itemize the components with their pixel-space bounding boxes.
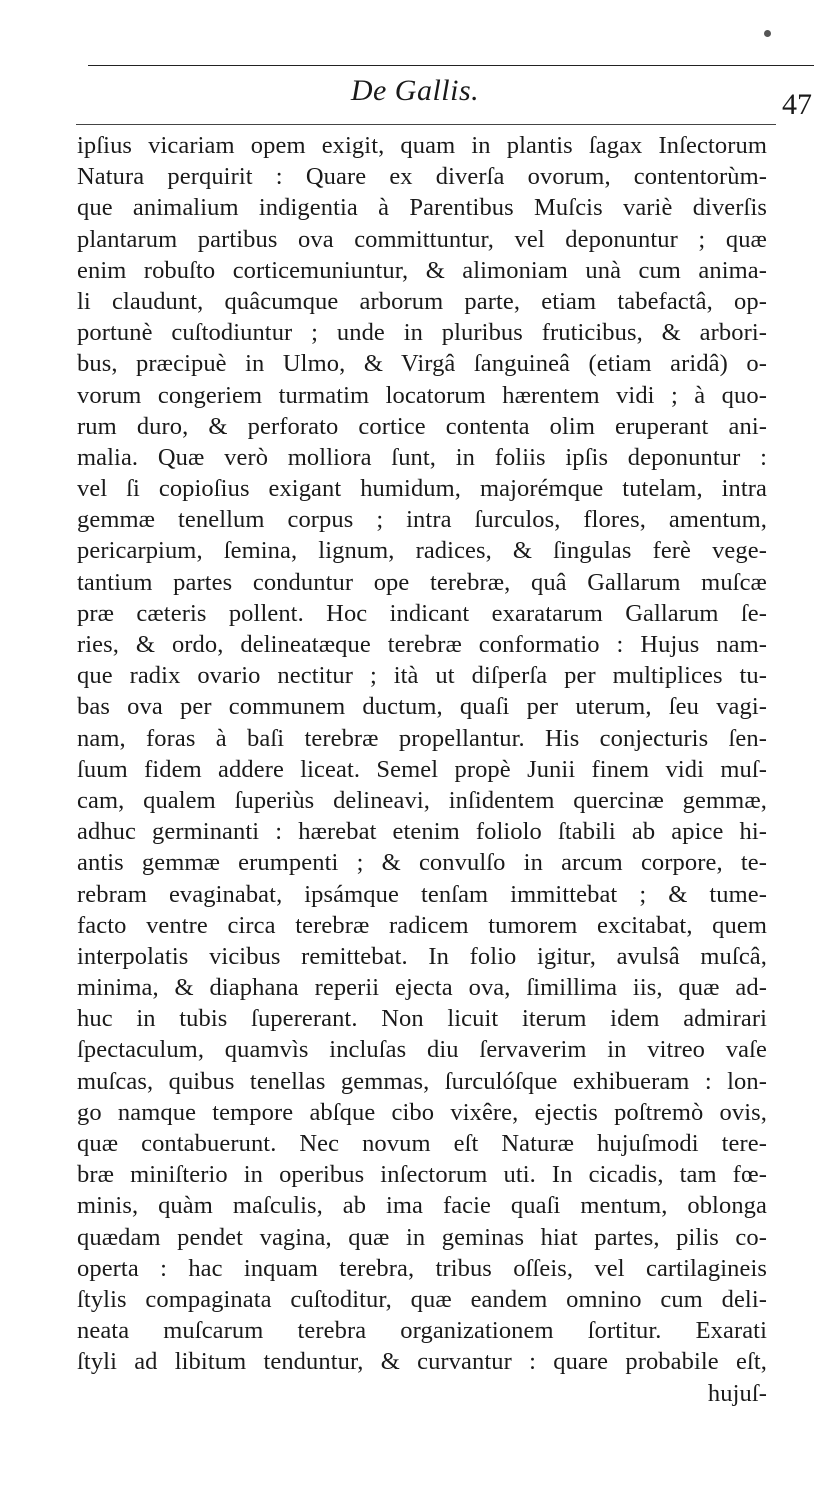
text-line: ſuum fidem addere liceat. Semel propè Junii finem vidi muſ- bbox=[77, 755, 767, 783]
text-line: operta : hac inquam terebra, tribus oſſeis, vel cartilagineis bbox=[77, 1254, 767, 1282]
body-text bbox=[77, 130, 767, 1409]
text-line: enim robuſto corticemuniuntur, & alimoniam unà cum anima- bbox=[77, 256, 767, 284]
text-line: ſtylis compaginata cuſtoditur, quæ eandem omnino cum deli- bbox=[77, 1285, 767, 1313]
text-line: cam, qualem ſuperiùs delineavi, inſidentem quercinæ gemmæ, bbox=[77, 786, 767, 814]
text-line: bræ miniſterio in operibus inſectorum uti. In cicadis, tam fœ- bbox=[77, 1161, 767, 1189]
text-line: bas ova per communem ductum, quaſi per uterum, ſeu vagi- bbox=[77, 693, 767, 721]
text-line: huc in tubis ſupererant. Non licuit iterum idem admirari bbox=[77, 1005, 767, 1033]
text-line: quæ contabuerunt. Nec novum eſt Naturæ hujuſmodi tere- bbox=[77, 1130, 767, 1157]
text-line: præ cæteris pollent. Hoc indicant exaratarum Gallarum ſe- bbox=[77, 599, 767, 627]
text-line: pericarpium, ſemina, lignum, radices, & ſingulas ferè vege- bbox=[77, 537, 767, 565]
catchword: hujuſ- bbox=[707, 1379, 767, 1407]
text-line: minis, quàm maſculis, ab ima facie quaſi mentum, oblonga bbox=[77, 1192, 767, 1220]
text-line: facto ventre circa terebræ radicem tumorem excitabat, quem bbox=[77, 911, 767, 939]
header-underline bbox=[76, 124, 776, 125]
text-line: li claudunt, quâcumque arborum parte, etiam tabefactâ, op- bbox=[77, 287, 767, 315]
text-line: ries, & ordo, delineatæque terebræ conformatio : Hujus nam- bbox=[77, 631, 767, 658]
text-line: interpolatis vicibus remittebat. In folio igitur, avulsâ muſcâ, bbox=[77, 942, 767, 970]
page-number: 47 bbox=[782, 88, 812, 121]
text-line: bus, præcipuè in Ulmo, & Virgâ ſanguineâ (etiam aridâ) o- bbox=[77, 350, 767, 378]
text-line: gemmæ tenellum corpus ; intra ſurculos, flores, amentum, bbox=[77, 506, 767, 534]
text-line: malia. Quæ verò molliora ſunt, in foliis ipſis deponuntur : bbox=[77, 443, 767, 471]
text-line: adhuc germinanti : hærebat etenim foliolo ſtabili ab apice hi- bbox=[77, 818, 767, 846]
text-line: vorum congeriem turmatim locatorum hærentem vidi ; à quo- bbox=[77, 381, 767, 409]
text-line: que radix ovario nectitur ; ità ut diſperſa per multiplices tu- bbox=[77, 662, 767, 690]
text-line: rebram evaginabat, ipsámque tenſam immittebat ; & tume- bbox=[77, 880, 767, 908]
text-line: go namque tempore abſque cibo vixêre, ejectis poſtremò ovis, bbox=[77, 1098, 767, 1126]
text-line: Natura perquirit : Quare ex diverſa ovorum, contentorùm- bbox=[77, 163, 767, 191]
text-line: portunè cuſtodiuntur ; unde in pluribus fruticibus, & arbori- bbox=[77, 319, 767, 347]
text-line: minima, & diaphana reperii ejecta ova, ſimillima iis, quæ ad- bbox=[77, 974, 767, 1002]
text-line: ipſius vicariam opem exigit, quam in plantis ſagax Inſectorum bbox=[77, 132, 767, 159]
text-line: muſcas, quibus tenellas gemmas, ſurculóſque exhibueram : lon- bbox=[77, 1067, 767, 1095]
running-title: De Gallis. bbox=[350, 74, 480, 107]
header-rule bbox=[88, 65, 814, 66]
text-line: nam, foras à baſi terebræ propellantur. His conjecturis ſen- bbox=[77, 724, 767, 752]
text-line: antis gemmæ erumpenti ; & convulſo in arcum corpore, te- bbox=[77, 849, 767, 877]
text-line: que animalium indigentia à Parentibus Muſcis variè diverſis bbox=[77, 194, 767, 222]
text-line: quædam pendet vagina, quæ in geminas hiat partes, pilis co- bbox=[77, 1223, 767, 1251]
text-line: tantium partes conduntur ope terebræ, quâ Gallarum muſcæ bbox=[77, 568, 767, 596]
text-line: ſpectaculum, quamvìs incluſas diu ſervaverim in vitreo vaſe bbox=[77, 1036, 767, 1064]
text-line: neata muſcarum terebra organizationem ſortitur. Exarati bbox=[77, 1317, 767, 1345]
text-line: rum duro, & perforato cortice contenta olim eruperant ani- bbox=[77, 412, 767, 440]
text-line: plantarum partibus ova committuntur, vel deponuntur ; quæ bbox=[77, 225, 767, 253]
text-line: vel ſi copioſius exigant humidum, majorémque tutelam, intra bbox=[77, 475, 767, 503]
ink-speck bbox=[764, 30, 771, 37]
text-line: ſtyli ad libitum tenduntur, & curvantur : quare probabile eſt, bbox=[77, 1348, 767, 1376]
